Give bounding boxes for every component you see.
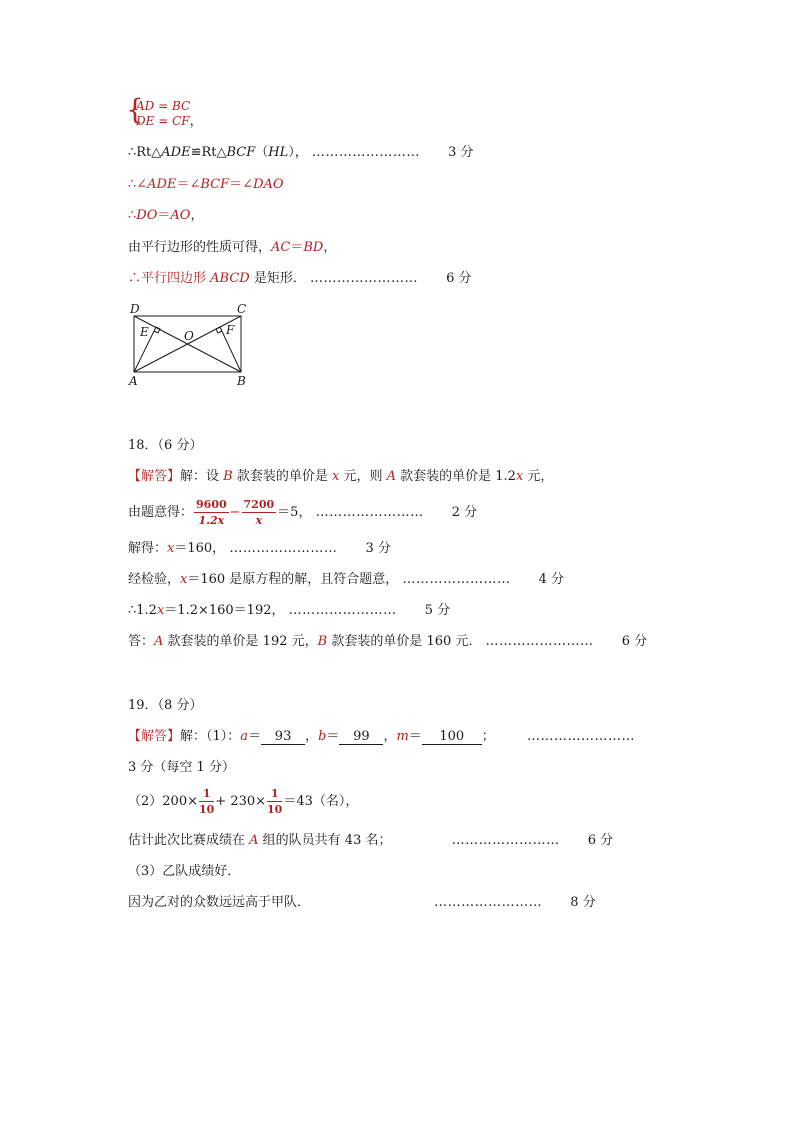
text: ∴∠ [128, 177, 148, 192]
p19-line-3 [128, 786, 358, 818]
var: AC [271, 240, 291, 255]
text: ， [305, 729, 319, 744]
numerator: 1 [267, 786, 282, 802]
p17-line-1 [128, 144, 473, 162]
leader-dots: …………………… [485, 634, 594, 649]
var: ADE [147, 177, 177, 192]
p17-line-5 [128, 270, 472, 288]
system-tail: ， [189, 114, 203, 129]
label-b: B [237, 374, 246, 388]
var: HL [268, 145, 289, 160]
denominator: 10 [198, 803, 215, 816]
var: ABCD [210, 271, 250, 286]
var-m: m [396, 729, 409, 744]
score-mark: 2 分 [451, 505, 478, 520]
text: 解得： [128, 541, 168, 556]
leader-dots: …………………… [434, 895, 543, 910]
text: 估计此次比赛成绩在 [128, 833, 250, 848]
text: ， [190, 208, 204, 223]
blank-m-value: 100 [422, 730, 482, 745]
text: ＝ [157, 208, 171, 223]
text: 款套装的单价是 [232, 469, 332, 484]
text: ＝ [290, 240, 304, 255]
fraction-1-10-a [199, 786, 214, 817]
score-mark: 8 分 [570, 895, 596, 910]
answer-tag: 【解答】 [128, 469, 181, 484]
minus: − [229, 505, 241, 520]
text: （2）200× [128, 794, 198, 809]
blank-b-value: 99 [339, 730, 383, 745]
text: ＝∠ [176, 177, 201, 192]
var: BD [303, 240, 324, 255]
answer-tag: 【解答】 [128, 729, 181, 744]
text: 款套装的单价是 1.2 [395, 469, 516, 484]
fraction-7200 [242, 497, 277, 528]
equation-system [126, 93, 203, 129]
text: ＝ [248, 729, 262, 744]
text: ＝160 是原方程的解，且符合题意， [187, 572, 399, 587]
var: x [167, 541, 175, 556]
text: ∴Rt△ [128, 145, 162, 160]
text: 元， [523, 469, 554, 484]
p19-line-4 [128, 832, 613, 850]
text: ， [323, 240, 337, 255]
p18-line-3 [128, 540, 391, 558]
leader-dots: …………………… [526, 729, 635, 744]
label-a: A [129, 374, 138, 388]
text: 因为乙对的众数远远高于甲队． [128, 895, 311, 910]
rectangle-figure [124, 300, 264, 392]
text: + 230× [215, 794, 267, 809]
fraction-9600 [194, 497, 229, 528]
var: AO [170, 208, 191, 223]
numerator: 9600 [196, 498, 227, 511]
score-mark: 3 分 [365, 541, 391, 556]
p18-heading: 18．（6 分） [128, 438, 203, 453]
text: ， [383, 729, 397, 744]
text: ∴平行四边形 [128, 271, 211, 286]
var: B [317, 634, 328, 649]
var: x [180, 572, 188, 587]
text: 款套装的单价是 192 元， [163, 634, 318, 649]
system-eq-2: DE = CF [136, 114, 190, 128]
p18-line-6 [128, 633, 647, 651]
text: ∴1.2 [128, 603, 157, 618]
text: ＝160， [174, 541, 226, 556]
var: DO [136, 208, 158, 223]
leader-dots: …………………… [311, 145, 420, 160]
p19-line-1 [128, 728, 635, 746]
text: 是矩形． [249, 271, 306, 286]
numerator: 7200 [243, 498, 275, 511]
denominator: x [255, 514, 263, 527]
score-mark: 6 分 [621, 634, 648, 649]
text: ∴ [128, 208, 137, 223]
system-eq-1: AD = BC [136, 99, 191, 113]
denominator: 10 [267, 803, 283, 816]
leader-dots: …………………… [402, 572, 511, 587]
var: ADE [161, 145, 191, 160]
p18-line-5 [128, 602, 450, 620]
var: B [223, 469, 233, 484]
p17-line-3 [128, 207, 203, 225]
blank-a-value: 93 [261, 730, 305, 745]
score-mark: 6 分 [587, 833, 614, 848]
p19-heading: 19．（8 分） [128, 698, 203, 713]
var: BCF [200, 177, 230, 192]
text: ＝ [408, 729, 422, 744]
fraction-1-10-b [267, 786, 282, 817]
var: x [156, 603, 165, 618]
var: A [249, 833, 259, 848]
score-mark: 6 分 [446, 271, 472, 286]
p17-line-4 [128, 239, 336, 257]
var: A [154, 634, 164, 649]
label-o: O [184, 329, 194, 343]
text: 元，则 [339, 469, 387, 484]
label-f: F [226, 323, 235, 337]
leader-dots: …………………… [309, 271, 418, 286]
text: 由平行边形的性质可得， [128, 240, 272, 255]
score-mark: 4 分 [538, 572, 564, 587]
text: 组的队员共有 43 名； [258, 833, 392, 848]
var: DAO [253, 177, 284, 192]
text: ＝5， [277, 505, 312, 520]
score-mark: 3 分 [448, 145, 474, 160]
text: 款套装的单价是 160 元． [327, 634, 482, 649]
p19-line-2: 3 分（每空 1 分） [128, 760, 235, 775]
leader-dots: …………………… [229, 541, 338, 556]
text: 答： [128, 634, 155, 649]
denominator: 1.2x [198, 514, 225, 527]
leader-dots: …………………… [288, 603, 397, 618]
text: （ [255, 145, 269, 160]
text: ≌Rt△ [190, 145, 227, 160]
p17-line-2 [128, 176, 284, 194]
p18-line-4 [128, 571, 564, 589]
p19-line-5: （3）乙队成绩好． [128, 864, 241, 879]
label-d: D [130, 302, 140, 316]
brace-symbol: { [126, 93, 144, 126]
var: BCF [226, 145, 256, 160]
text: 由题意得： [128, 505, 194, 520]
label-c: C [237, 302, 247, 316]
text: 解：设 [180, 469, 224, 484]
text: ＝∠ [229, 177, 254, 192]
text: ； [481, 729, 495, 744]
text: ）， [288, 145, 308, 160]
leader-dots: …………………… [315, 505, 424, 520]
p18-line-1 [128, 468, 553, 486]
text: ＝43（名）， [283, 794, 359, 809]
var: A [386, 469, 396, 484]
score-mark: 5 分 [424, 603, 451, 618]
var-a: a [240, 729, 249, 744]
text: ＝ [326, 729, 340, 744]
var-b: b [318, 729, 327, 744]
label-e: E [140, 325, 149, 339]
p19-line-6 [128, 894, 596, 912]
leader-dots: …………………… [451, 833, 560, 848]
text: 解：（1）： [180, 729, 241, 744]
var: x [331, 469, 340, 484]
text: 经检验， [128, 572, 181, 587]
p18-line-2 [128, 497, 477, 529]
var: x [515, 469, 524, 484]
text: ＝1.2×160＝192， [164, 603, 285, 618]
numerator: 1 [199, 786, 214, 802]
